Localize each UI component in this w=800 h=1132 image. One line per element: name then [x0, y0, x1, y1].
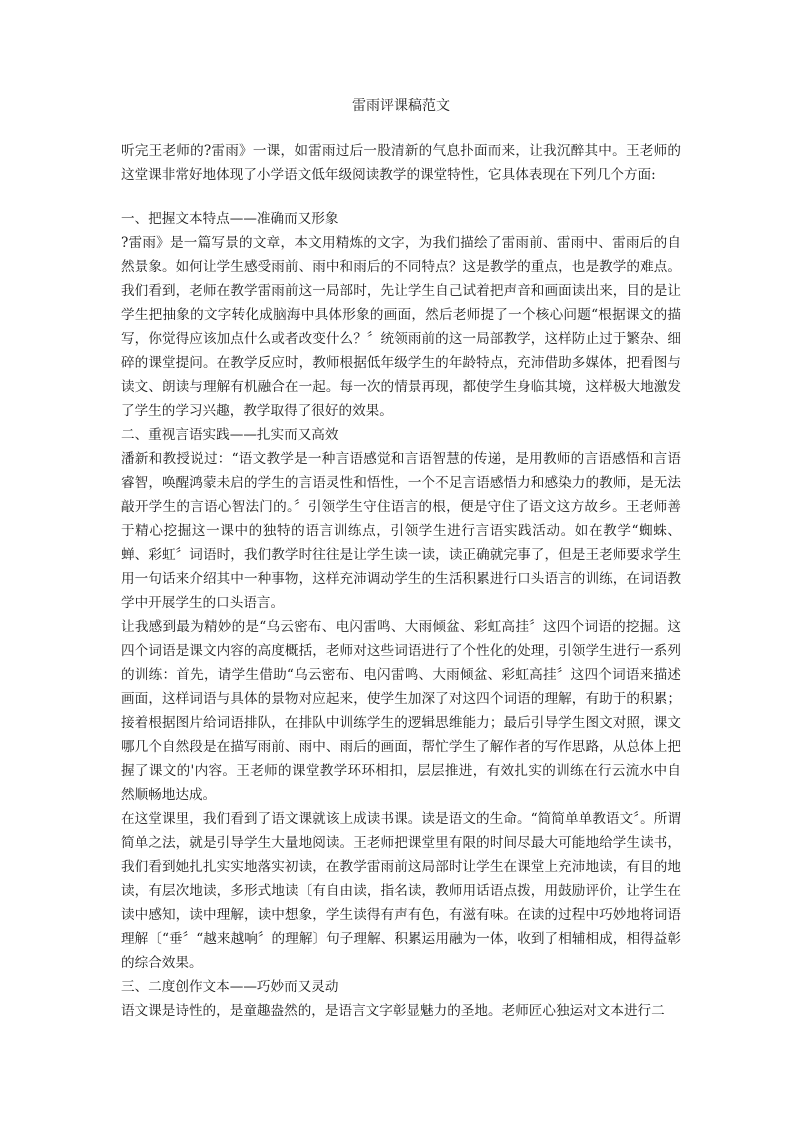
section2-paragraph-3: 在这堂课里，我们看到了语文课就该上成读书课。读是语文的生命。“简简单单教语文〞。所谓简单之法，就是引导学生大量地阅读。王老师把课堂里有限的时间尽最大可能地给学生读书，我们看到她扎扎实实地落实初读，在教学雷雨前这局部时让学生在课堂上充沛地读，有目的地读，有层次地读，多形式地读〔有自由读，指名读，教师用话语点拨，用鼓励评价，让学生在读中感知，读中理解，读中想象，学生读得有声有色，有滋有味。在读的过程中巧妙地将词语理解〔“垂〞“越来越响〞的理解〕句子理解、积累运用融为一体，收到了相辅相成，相得益彰的综合效果。: [121, 811, 681, 971]
section1-paragraph-1: ?雷雨》是一篇写景的文章，本文用精炼的文字，为我们描绘了雷雨前、雷雨中、雷雨后的自然景象。如何让学生感受雨前、雨中和雨后的不同特点？这是教学的重点，也是教学的难点。我们看到，老师在教学雷雨前这一局部时，先让学生自己试着把声音和画面读出来，目的是让学生把抽象的文字转化成脑海中具体形象的画面，然后老师提了一个核心问题“根据课文的描写，你觉得应该加点什么或者改变什么？〞统领雨前的这一局部教学，这样防止过于繁杂、细碎的课堂提问。在教学反应时，教师根据低年级学生的年龄特点，充沛借助多媒体，把看图与读文、朗读与理解有机融合在一起。每一次的情景再现，都使学生身临其境，这样极大地激发了学生的学习兴趣，教学取得了很好的效果。: [121, 235, 681, 419]
document-title: 雷雨评课稿范文: [352, 98, 450, 114]
document-page: [121, 96, 681, 1023]
document-body: [121, 207, 681, 1023]
section3-paragraph-1: 语文课是诗性的，是童趣盎然的，是语言文字彰显魅力的圣地。老师匠心独运对文本进行二: [121, 1003, 665, 1019]
section2-paragraph-2: 让我感到最为精妙的是“乌云密布、电闪雷鸣、大雨倾盆、彩虹高挂〞这四个词语的挖掘。这四个词语是课文内容的高度概括，老师对这些词语进行了个性化的处理，引领学生进行一系列的训练：首先，请学生借助“乌云密布、电闪雷鸣、大雨倾盆、彩虹高挂〞这四个词语来描述画面，这样词语与具体的景物对应起来，使学生加深了对这四个词语的理解，有助于的积累；接着根据图片给词语排队，在排队中训练学生的逻辑思维能力；最后引导学生图文对照，课文哪几个自然段是在描写雨前、雨中、雨后的画面，帮忙学生了解作者的写作思路，从总体上把握了课文的'内容。王老师的课堂教学环环相扣，层层推进，有效扎实的训练在行云流水中自然顺畅地达成。: [121, 619, 681, 803]
intro-paragraph: 听完王老师的?雷雨》一课，如雷雨过后一股清新的气息扑面而来，让我沉醉其中。王老师的这堂课非常好地体现了小学语文低年级阅读教学的课堂特性，它具体表现在下列几个方面:: [121, 143, 681, 183]
section-heading-3: 三、二度创作文本——巧妙而又灵动: [121, 979, 339, 995]
section-heading-1: 一、把握文本特点——准确而又形象: [121, 211, 339, 227]
section-heading-2: 二、重视言语实践——扎实而又高效: [121, 427, 339, 443]
section2-paragraph-1: 潘新和教授说过：“语文教学是一种言语感觉和言语智慧的传递，是用教师的言语感悟和言语睿智，唤醒鸿蒙未启的学生的言语灵性和悟性，一个不足言语感悟力和感染力的教师，是无法敲开学生的言语心智法门的。〞引领学生守住语言的根，便是守住了语文这方故乡。王老师善于精心挖掘这一课中的独特的语言训练点，引领学生进行言语实践活动。如在教学“蜘蛛、蝉、彩虹〞词语时，我们教学时往往是让学生读一读，读正确就完事了，但是王老师要求学生用一句话来介绍其中一种事物，这样充沛调动学生的生活积累进行口头语言的训练，在词语教学中开展学生的口头语言。: [121, 451, 681, 611]
